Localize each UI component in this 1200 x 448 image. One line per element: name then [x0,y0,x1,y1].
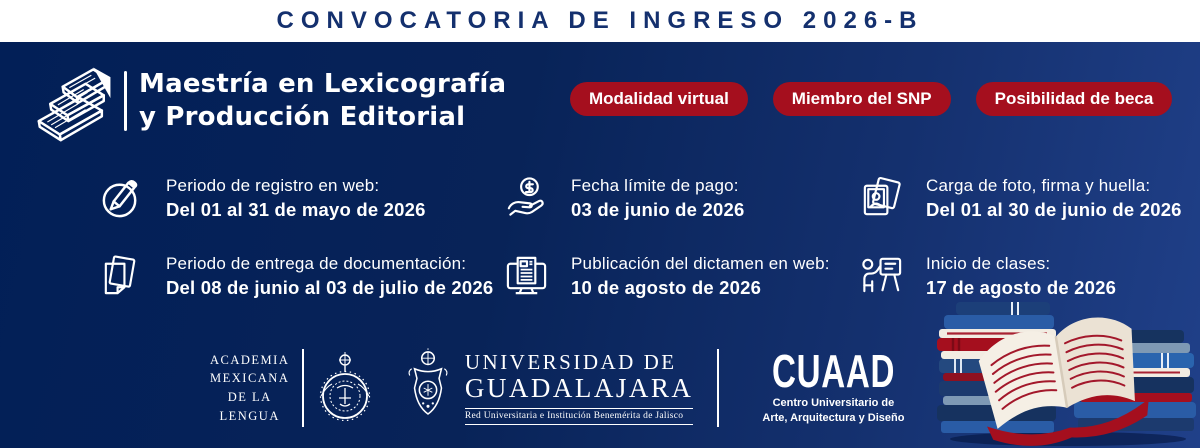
aml-line1: ACADEMIA [210,352,290,367]
badge-modalidad-virtual: Modalidad virtual [570,82,748,116]
schedule-item-registro [98,174,503,222]
schedule-item-text [166,174,426,222]
monitor-document-icon [503,252,550,299]
schedule-item-foto [858,174,1200,222]
schedule-value: 10 de agosto de 2026 [571,276,762,298]
cuaad-subtitle-line1: Centro Universitario de [772,397,895,409]
cuaad-subtitle [748,396,919,426]
stacked-books-icon [34,58,120,144]
schedule-label: Periodo de registro en web: [166,176,380,195]
top-bar [0,0,1200,42]
cuaad-logo [748,345,919,425]
schedule-item-clases [858,252,1200,300]
teacher-board-icon [858,252,905,299]
badge-posibilidad-beca: Posibilidad de beca [976,82,1173,116]
aml-wordmark [210,351,289,426]
schedule-label: Periodo de entrega de documentación: [166,253,467,273]
aml-line3: DE LA [227,390,272,404]
schedule-value: Del 01 al 30 de junio de 2026 [926,198,1182,220]
badge-miembro-snp: Miembro del SNP [773,82,951,116]
schedule-value: 17 de agosto de 2026 [926,276,1117,298]
program-lockup [34,58,506,144]
convocatoria-title: CONVOCATORIA DE INGRESO 2026-B [276,7,924,34]
schedule-item-text [166,252,493,300]
schedule-item-dictamen [503,252,858,300]
aml-seal-icon [317,346,373,430]
udg-tagline: Red Universitaria e Institución Benemérita de Jalisco [465,408,694,425]
program-title [139,68,506,135]
schedule-label: Publicación del dictamen en web: [571,253,830,273]
schedule-value: 03 de junio de 2026 [571,198,745,220]
documents-icon [98,252,145,299]
schedule-item-pago [503,174,858,222]
aml-line2: MEXICANA [210,371,290,386]
footer-logos [210,346,919,430]
footer-divider [717,349,719,427]
schedule-item-text [926,252,1116,300]
schedule-item-text [571,252,830,300]
program-title-line2: y Producción Editorial [139,102,466,132]
pencil-circle-icon [98,174,145,221]
schedule-value: Del 08 de junio al 03 de julio de 2026 [166,276,494,298]
udg-crest-icon [403,347,453,429]
program-divider [124,71,127,131]
schedule-label: Carga de foto, firma y huella: [926,176,1151,195]
udg-wordmark [465,351,694,425]
schedule-item-text [571,174,744,222]
banner-panel [0,42,1200,448]
books-stack-illustration [932,296,1200,448]
schedule-item-documentacion [98,252,503,300]
udg-name-line2: GUADALAJARA [464,373,694,404]
cuaad-acronym: CUAAD [771,345,896,398]
udg-logo [403,347,694,429]
photo-id-icon [858,174,905,221]
schedule-value: Del 01 al 31 de mayo de 2026 [166,198,426,220]
footer-divider [302,349,304,427]
payment-hand-icon [503,174,550,221]
program-title-line1: Maestría en Lexicografía [139,68,507,99]
badges-row [570,82,1172,116]
schedule-item-text [926,174,1182,222]
schedule-label: Fecha límite de pago: [571,176,739,195]
schedule-label: Inicio de clases: [926,253,1051,273]
aml-line4: LENGUA [219,408,280,423]
cuaad-subtitle-line2: Arte, Arquitectura y Diseño [762,411,905,424]
udg-name-line1: UNIVERSIDAD DE [464,350,677,375]
schedule-grid [98,174,1200,300]
